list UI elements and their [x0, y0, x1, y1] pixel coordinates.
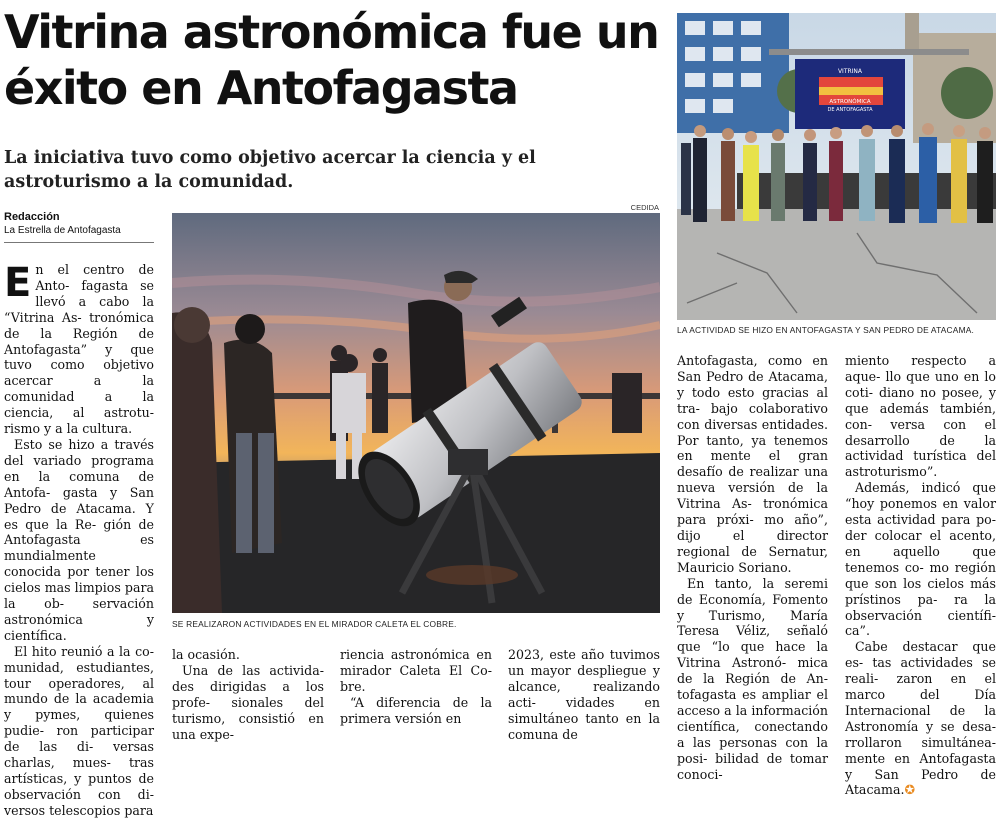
paragraph-5: Una de las activida- des dirigidas a los profe- sionales del turismo, consistió en una expe- — [172, 662, 324, 742]
article-column-3 — [340, 647, 492, 727]
byline — [4, 210, 154, 243]
main-photo-caption: SE REALIZARON ACTIVIDADES EN EL MIRADOR CALETA EL COBRE. — [172, 619, 457, 629]
byline-outlet: La Estrella de Antofagasta — [4, 225, 121, 236]
paragraph-4: la ocasión. — [172, 647, 240, 662]
paragraph-1-text: n el centro de Anto- fagasta se llevó a cabo la “Vitrina As- tronómica de la Región de Antofagasta” y que tuvo como objetivo acercar a la comunidad a la ciencia, al astrotu- rismo y a la cultura. — [4, 262, 154, 437]
screen-line-3: DE ANTOFAGASTA — [827, 107, 873, 113]
paragraph-6: riencia astronómica en mirador Caleta El Co- bre. — [340, 647, 492, 694]
paragraph-7: “A diferencia de la primera versión en — [340, 694, 492, 726]
article-column-4 — [508, 647, 660, 742]
screen-line-1: VITRINA — [837, 68, 863, 75]
article-column-5 — [677, 353, 828, 782]
paragraph-2: Esto se hizo a través del variado programa en la comuna de Antofa- gasta y San Pedro de Atacama. Y es que la Re- gión de Antofagasta es mundialmente conocida por tener los cielos mas limpios para la ob- servación astronómica y científica. — [4, 436, 154, 643]
subheadline: La iniciativa tuvo como objetivo acercar la ciencia y el astroturismo a la comunidad. — [4, 148, 536, 192]
paragraph-1 — [4, 262, 154, 437]
byline-author: Redacción — [4, 211, 60, 223]
paragraph-3: El hito reunió a la co- munidad, estudiantes, tour operadores, al mundo de la academia y pymes, quienes pudie- ron participar de las di- versas charlas, mues- tras artísticas, y puntos de observación con di- versos telescopios para — [4, 643, 154, 818]
paragraph-9: Antofagasta, como en San Pedro de Atacama, y todo esto gracias al tra- bajo colaborativo con diversas entidades. Por tanto, ya tenemos en mente el gran desafío de realizar una nueva versión de la Vitrina As- tronómica para próxi- mo año”, dijo el director regional de Sernatur, Mauricio Soriano. — [677, 353, 828, 575]
end-mark-icon: ✪ — [904, 782, 916, 798]
photo-event-group — [677, 13, 996, 320]
paragraph-11: miento respecto a aque- llo que uno en lo coti- diano no posee, y que además también, con- versa con el desarrollo de la actividad turística del astroturismo”. — [845, 353, 996, 480]
paragraph-13-text: Cabe destacar que es- tas actividades se reali- zaron en el marco del Día Internacional de la Astronomía y se desa- rrollaron simultánea- mente en Antofagasta y San Pedro de Atacama. — [845, 639, 996, 798]
paragraph-10: En tanto, la seremi de Economía, Fomento y Turismo, María Teresa Véliz, señaló que “lo que hace la Vitrina Astronó- mica de la Región de An- tofagasta es ampliar el acceso a la información científica, conectando a las personas con la posi- bilidad de tomar conoci- — [677, 575, 828, 782]
photo-telescope-sunset — [172, 213, 660, 613]
article-column-2 — [172, 647, 324, 742]
paragraph-12: Además, indicó que “hoy ponemos en valor esta actividad para po- der colocar el acento, en aquello que tenemos co- mo región que son los cielos más prístinos pa- ra la observación científi- ca”. — [845, 480, 996, 639]
screen-line-2: ASTRONÓMICA — [829, 99, 871, 105]
top-photo-caption: LA ACTIVIDAD SE HIZO EN ANTOFAGASTA Y SAN PEDRO DE ATACAMA. — [677, 325, 975, 335]
article-column-1 — [4, 262, 154, 819]
dropcap: E — [4, 260, 32, 306]
photo-credit: CEDIDA — [630, 203, 659, 212]
article-column-6 — [845, 353, 996, 798]
headline: Vitrina astronómica fue un éxito en Antofagasta — [4, 5, 659, 115]
paragraph-8: 2023, este año tuvimos un mayor despliegue y alcance, realizando acti- vidades en simultáneo tanto en la comuna de — [508, 647, 660, 742]
paragraph-13 — [845, 639, 996, 798]
